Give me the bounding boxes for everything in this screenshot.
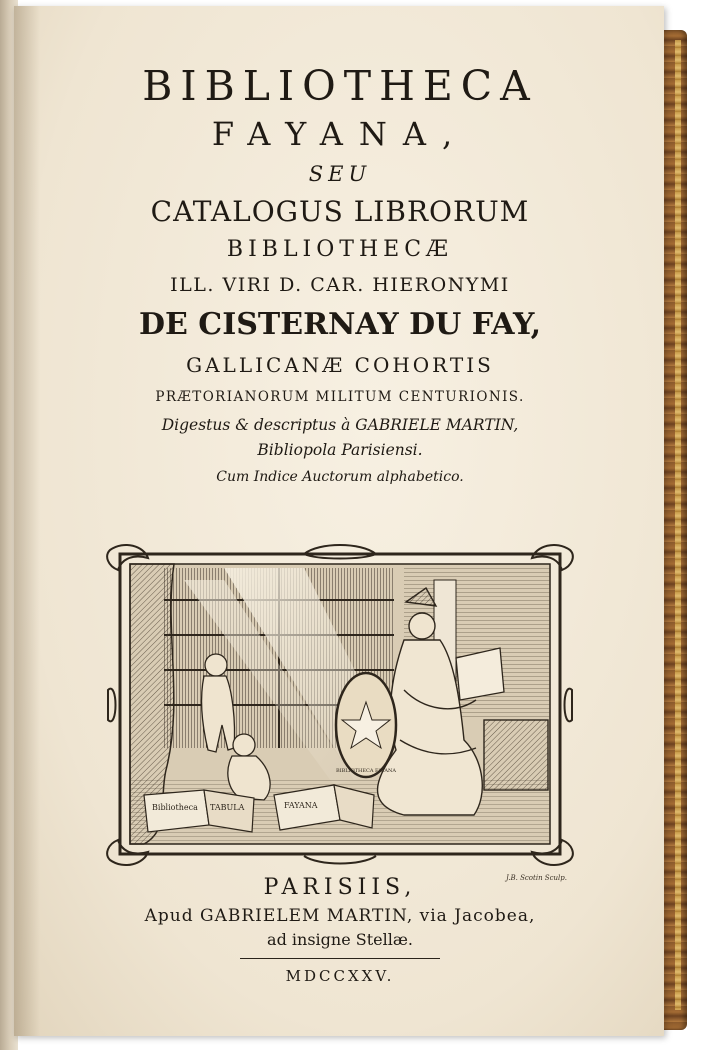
- shield-motto: BIBLIOTHECA FAYANA: [335, 768, 397, 774]
- gilt-fore-edge: [675, 40, 681, 1010]
- title-line-10: Digestus & descriptus à GABRIELE MARTIN,: [161, 416, 519, 434]
- imprint-publisher: Apud GABRIELEM MARTIN, via Jacobea,: [144, 906, 536, 926]
- title-line-3: SEU: [308, 162, 372, 186]
- title-line-5: BIBLIOTHECÆ: [226, 237, 454, 262]
- title-line-6: ILL. VIRI D. CAR. HIERONYMI: [170, 274, 510, 296]
- title-line-12: Cum Indice Auctorum alphabetico.: [216, 469, 464, 485]
- imprint-block: [40, 872, 640, 989]
- title-line-4: CATALOGUS LIBRORUM: [150, 195, 530, 228]
- title-line-11: Bibliopola Parisiensi.: [257, 441, 423, 459]
- title-line-8: GALLICANÆ COHORTIS: [186, 353, 494, 377]
- floor-book-label-1: Bibliotheca: [152, 803, 198, 812]
- title-line-7: DE CISTERNAY DU FAY,: [138, 307, 542, 342]
- imprint-sign: ad insigne Stellæ.: [267, 930, 413, 949]
- title-block: [40, 60, 640, 492]
- held-book: [456, 648, 504, 700]
- floor-book-label-2: TABULA: [210, 803, 245, 812]
- engraver-signature: J.B. Scotin Sculp.: [506, 874, 567, 882]
- page-gutter-shadow: [14, 6, 40, 1036]
- title-line-1: BIBLIOTHECA: [142, 62, 538, 110]
- title-line-2: FAYANA,: [211, 115, 469, 153]
- engraved-vignette: [104, 540, 576, 870]
- floor-book-label-3: FAYANA: [284, 801, 318, 810]
- side-table: [484, 720, 548, 790]
- imprint-date: MDCCXXV.: [285, 967, 395, 985]
- title-line-9: PRÆTORIANORUM MILITUM CENTURIONIS.: [155, 389, 525, 405]
- leather-cover-edge: [661, 30, 687, 1030]
- imprint-place: PARISIIS,: [263, 875, 417, 900]
- imprint-rule: [240, 958, 440, 959]
